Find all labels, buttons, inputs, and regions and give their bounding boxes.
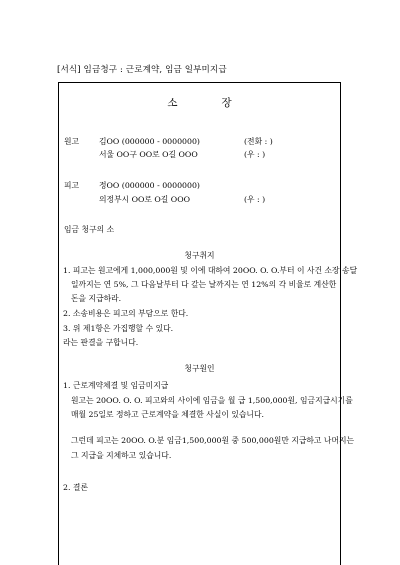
reason-line-6: 2. 결론 bbox=[63, 483, 88, 492]
claim-line-1: 1. 피고는 원고에게 1,000,000원 및 이에 대하여 20OO. O. O.부터 이 사건 소장 송달 bbox=[63, 266, 358, 275]
defendant-label: 피고 bbox=[64, 181, 80, 190]
reason-line-1: 1. 근로계약체결 및 임금미지급 bbox=[63, 381, 169, 390]
plaintiff-phone: (전화 : ) bbox=[244, 137, 273, 146]
reason-line-4: 그런데 피고는 20OO. O.분 임금1,500,000원 중 500,000원만 지급하고 나머지는 bbox=[71, 436, 355, 445]
claim-line-3: 돈을 지급하라. bbox=[71, 294, 122, 303]
reason-heading: 청구원인 bbox=[184, 364, 215, 373]
claim-line-4: 2. 소송비용은 피고의 부담으로 한다. bbox=[63, 309, 189, 318]
claim-line-6: 라는 판결을 구합니다. bbox=[63, 338, 139, 347]
title-char-1: 소 bbox=[167, 97, 178, 109]
defendant-zip: (우 : ) bbox=[244, 195, 266, 204]
form-header: [서식] 임금청구 : 근로계약, 임금 일부미지급 bbox=[57, 65, 227, 75]
document-title bbox=[58, 95, 341, 110]
title-char-2: 장 bbox=[221, 97, 232, 109]
claim-heading: 청구취지 bbox=[184, 251, 215, 260]
defendant-name: 정OO (000000 - 0000000) bbox=[99, 181, 200, 190]
case-title: 임금 청구의 소 bbox=[64, 225, 115, 234]
reason-line-5: 그 지급을 지체하고 있습니다. bbox=[71, 451, 172, 460]
claim-line-5: 3. 위 제1항은 가집행할 수 있다. bbox=[63, 324, 174, 333]
defendant-address: 의정부시 OO로 O길 OOO bbox=[99, 195, 190, 204]
plaintiff-name: 김OO (000000 - 0000000) bbox=[99, 137, 200, 146]
plaintiff-label: 원고 bbox=[64, 137, 80, 146]
plaintiff-address: 서울 OO구 OO로 O길 OOO bbox=[99, 150, 198, 159]
reason-line-3: 매월 25일로 정하고 근로계약을 체결한 사실이 있습니다. bbox=[71, 410, 264, 419]
claim-line-2: 일까지는 연 5%, 그 다음날부터 다 갚는 날까지는 연 12%의 각 비율로 계산한 bbox=[71, 280, 337, 289]
plaintiff-zip: (우 : ) bbox=[244, 150, 266, 159]
reason-line-2: 원고는 20OO. O. O. 피고와의 사이에 임금을 월 급 1,500,000원, 임금지급시기를 bbox=[71, 396, 353, 405]
